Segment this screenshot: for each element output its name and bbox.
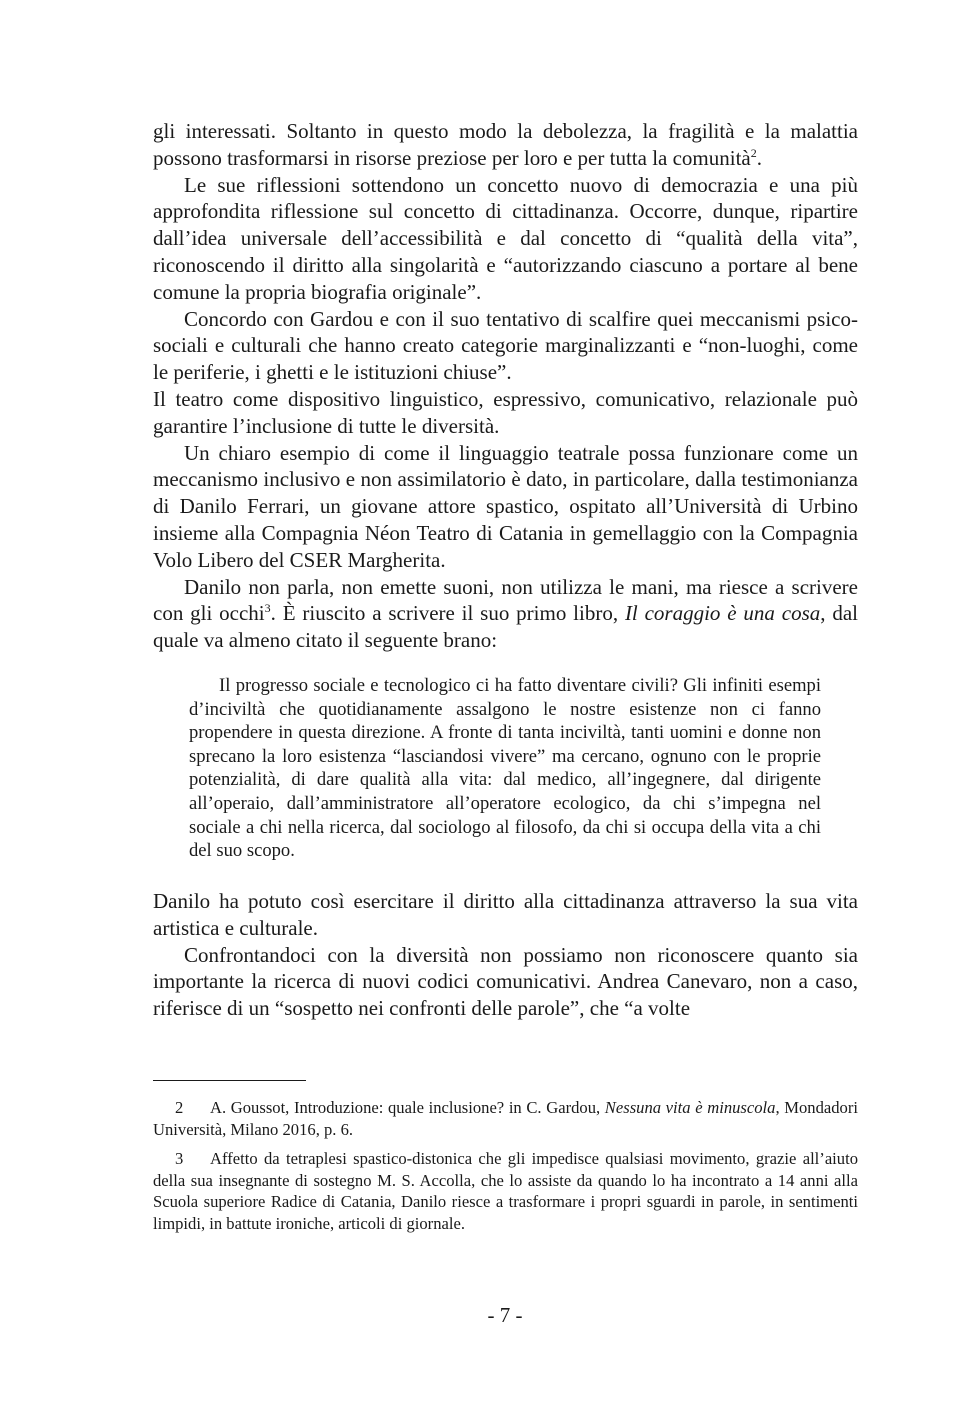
paragraph-7: Danilo ha potuto così esercitare il diritto alla cittadinanza attraverso la sua vita artistica e culturale. xyxy=(153,889,858,940)
paragraph-5: Un chiaro esempio di come il linguaggio teatrale possa funzionare come un meccanismo inclusivo e non assimilatorio è dato, in particolare, dalla testimonianza di Danilo Ferrari, un giovane attore spastico, ospitato all’Università di Urbino insieme alla Compagnia Néon Teatro di Catania in gemellaggio con la Compagnia Volo Libero del CSER Margherita. xyxy=(153,440,858,572)
footnotes xyxy=(153,1097,858,1242)
footnote-ref-2: 2 xyxy=(750,145,757,160)
footnote-text: A. Goussot, Introduzione: quale inclusione? in C. Gardou, xyxy=(210,1098,605,1117)
block-quote xyxy=(189,674,821,863)
paragraph-6-text-a: Danilo non parla, non emette suoni, non utilizza le mani, ma riesce a scrivere con gli occhi xyxy=(153,574,858,626)
block-quote-text: Il progresso sociale e tecnologico ci ha fatto diventare civili? Gli infiniti esempi d’inciviltà che quotidianamente assalgono le nostre esistenze non ci fanno propendere in questa direzione. A fronte di tanta inciviltà, tanti uomini e donne non sprecano la loro esistenza “lasciandosi vivere” ma cercano, ognuno con le proprie potenzialità, di dare qualità alla vita: dal medico, all’ingegnere, dal dirigente all’operaio, dall’amministratore all’operatore ecologico, da chi s’impegna nel sociale a chi nella ricerca, dal sociologo al filosofo, da chi si occupa della vita a chi del suo scopo. xyxy=(189,675,821,862)
page-number: - 7 - xyxy=(487,1303,523,1327)
footnote-separator xyxy=(153,1080,306,1081)
book-title: Il coraggio è una cosa xyxy=(624,601,821,626)
paragraph-6-text-b: . È riuscito a scrivere il suo primo libro, xyxy=(270,601,625,626)
paragraph-1-text: gli interessati. Soltanto in questo modo la debolezza, la fragilità e la malattia possono trasformarsi in risorse preziose per loro e per tutta la comunità xyxy=(153,119,858,170)
footnote-text: Affetto da tetraplesi spastico-distonica che gli impedisce qualsiasi movimento, grazie all’aiuto della sua insegnante di sostegno M. S. Accolla, che lo assiste da quando lo ha incontrato a 14 anni alla Scuola superiore Radice di Catania, Danilo riesce a trasformare i propri sguardi in parole, in sentimenti limpidi, in battute ironiche, articoli di giornale. xyxy=(153,1149,858,1233)
body-text-continued xyxy=(153,888,858,1022)
paragraph-2: Le sue riflessioni sottendono un concetto nuovo di democrazia e una più approfondita riflessione sul concetto di cittadinanza. Occorre, dunque, ripartire dall’idea universale dell’accessibilità e dal concetto di “qualità della vita”, riconoscendo il diritto alla singolarità e “autorizzando ciascuno a portare al bene comune la propria biografia originale”. xyxy=(153,172,858,304)
paragraph-1 xyxy=(153,118,858,172)
footnote-text-end: , Mondadori Università, Milano 2016, p. 6. xyxy=(153,1098,858,1139)
body-text xyxy=(153,118,858,654)
footnote-number: 3 xyxy=(175,1149,184,1168)
paragraph-4: Il teatro come dispositivo linguistico, espressivo, comunicativo, relazionale può garantire l’inclusione di tutte le diversità. xyxy=(153,386,858,438)
footnote-2 xyxy=(153,1097,858,1140)
footnote-3 xyxy=(153,1148,858,1234)
paragraph-8: Confrontandoci con la diversità non possiamo non riconoscere quanto sia importante la ricerca di nuovi codici comunicativi. Andrea Canevaro, non a caso, riferisce di un “sospetto nei confronti delle parole”, che “a volte xyxy=(153,942,858,1021)
footnote-book-title: Nessuna vita è minuscola xyxy=(604,1098,776,1117)
paragraph-3: Concordo con Gardou e con il suo tentativo di scalfire quei meccanismi psico-sociali e culturali che hanno creato categorie marginalizzanti e “non-luoghi, come le periferie, i ghetti e le istituzioni chiuse”. xyxy=(153,306,858,385)
paragraph-6 xyxy=(153,574,858,654)
paragraph-1-end: . xyxy=(756,145,762,170)
footnote-number: 2 xyxy=(175,1098,184,1117)
footnote-ref-3: 3 xyxy=(264,601,271,616)
paragraph-6-text-c: , dal quale va almeno citato il seguente brano: xyxy=(153,601,859,653)
